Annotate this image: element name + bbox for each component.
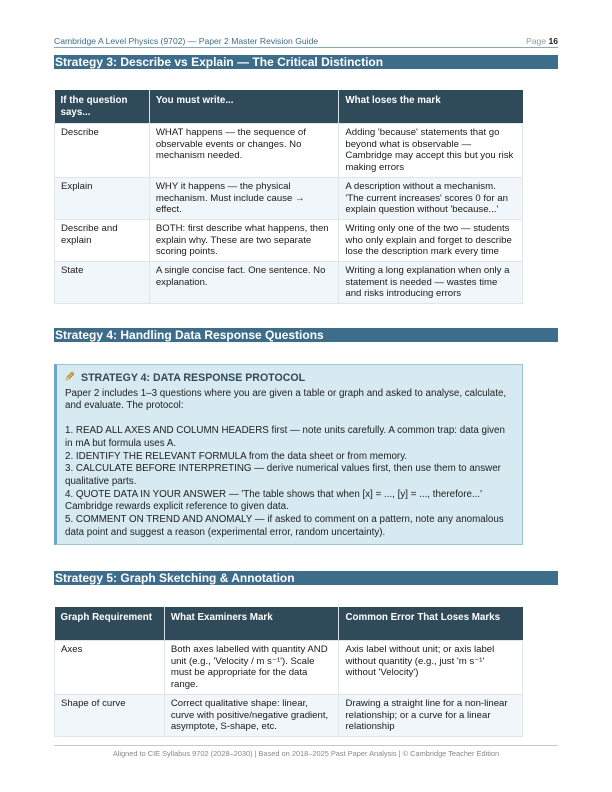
table-row	[55, 262, 523, 304]
protocol-step: 1. READ ALL AXES AND COLUMN HEADERS first — note units carefully. A common trap: data given in mA but formula uses A.	[65, 425, 505, 449]
page-number	[526, 36, 558, 46]
section-heading-text: Strategy 3: Describe vs Explain — The Critical Distinction	[55, 55, 384, 69]
pencil-icon	[65, 371, 75, 385]
table-cell: Adding 'because' statements that go beyond what is observable — Cambridge may accept this but you risk making errors	[339, 124, 523, 178]
section-heading-strategy-3	[54, 55, 558, 69]
table-cell: Describe	[55, 124, 150, 178]
graph-sketching-table	[54, 607, 523, 737]
protocol-intro: Paper 2 includes 1–3 questions where you are given a table or graph and asked to analyse, calculate, and evaluate. The protocol:	[65, 387, 507, 412]
table-cell: WHY it happens — the physical mechanism. Must include cause → effect.	[149, 178, 339, 220]
table-cell: Explain	[55, 178, 150, 220]
table-cell: Writing only one of the two — students who only explain and forget to describe lose the description mark every time	[339, 220, 523, 262]
data-response-protocol-box	[54, 364, 523, 545]
table-header-row	[55, 607, 523, 641]
column-header: What Examiners Mark	[164, 607, 339, 641]
protocol-box-title-text: STRATEGY 4: DATA RESPONSE PROTOCOL	[81, 372, 306, 384]
header-divider	[54, 47, 558, 48]
describe-explain-table	[54, 90, 523, 304]
page-footer: Aligned to CIE Syllabus 9702 (2028–2030) | Based on 2018–2025 Past Paper Analysis | © Cambridge Teacher Edition	[112, 749, 500, 758]
section-heading-strategy-5	[54, 571, 558, 585]
column-header: What loses the mark	[339, 90, 523, 124]
table-row	[55, 641, 523, 695]
table-row	[55, 124, 523, 178]
protocol-step: 5. COMMENT ON TREND AND ANOMALY — if asked to comment on a pattern, note any anomalous data point and suggest a reason (experimental error, random uncertainty).	[65, 514, 504, 538]
page-number-value: 16	[548, 36, 558, 46]
column-header: You must write...	[149, 90, 339, 124]
page-label: Page	[525, 36, 547, 46]
table-cell: BOTH: first describe what happens, then explain why. These are two separate scoring points.	[149, 220, 339, 262]
table-cell: Axis label without unit; or axis label without quantity (e.g., just 'm s⁻¹' without 'Velocity')	[339, 641, 523, 695]
table-cell: Both axes labelled with quantity AND unit (e.g., 'Velocity / m s⁻¹'). Scale must be appropriate for the data range.	[164, 641, 339, 695]
table-row	[55, 220, 523, 262]
document-title: Cambridge A Level Physics (9702) — Paper 2 Master Revision Guide	[54, 36, 319, 46]
table-cell: Writing a long explanation when only a statement is needed — wastes time and risks introducing errors	[339, 262, 523, 304]
footer-divider	[54, 745, 558, 746]
table-cell: Correct qualitative shape: linear, curve with positive/negative gradient, asymptote, S-shape, etc.	[164, 695, 339, 737]
table-cell: A description without a mechanism. 'The current increases' scores 0 for an explain question without 'because...'	[339, 178, 523, 220]
table-header-row	[55, 90, 523, 124]
section-heading-strategy-4	[54, 328, 558, 342]
table-row	[55, 178, 523, 220]
table-cell: Describe and explain	[55, 220, 150, 262]
table-cell: Axes	[55, 641, 165, 695]
table-cell: Shape of curve	[55, 695, 165, 737]
column-header: Common Error That Loses Marks	[339, 607, 523, 641]
table-row	[55, 695, 523, 737]
protocol-step: 3. CALCULATE BEFORE INTERPRETING — derive numerical values first, then use them to answer qualitative parts.	[65, 463, 501, 487]
table-cell: WHAT happens — the sequence of observable events or changes. No mechanism needed.	[149, 124, 339, 178]
column-header: If the question says...	[55, 90, 150, 124]
table-cell: A single concise fact. One sentence. No explanation.	[149, 262, 339, 304]
table-cell: Drawing a straight line for a non-linear relationship; or a curve for a linear relationship	[339, 695, 523, 737]
section-heading-text: Strategy 5: Graph Sketching & Annotation	[55, 571, 295, 585]
column-header: Graph Requirement	[55, 607, 165, 641]
protocol-box-title	[65, 371, 514, 385]
page-header	[54, 34, 558, 48]
protocol-step: 2. IDENTIFY THE RELEVANT FORMULA from the data sheet or from memory.	[65, 450, 408, 462]
table-cell: State	[55, 262, 150, 304]
protocol-step: 4. QUOTE DATA IN YOUR ANSWER — 'The table shows that when [x] = ..., [y] = ..., therefore...' Cambridge rewards explicit reference to given data.	[65, 488, 482, 513]
section-heading-text: Strategy 4: Handling Data Response Questions	[55, 328, 324, 342]
